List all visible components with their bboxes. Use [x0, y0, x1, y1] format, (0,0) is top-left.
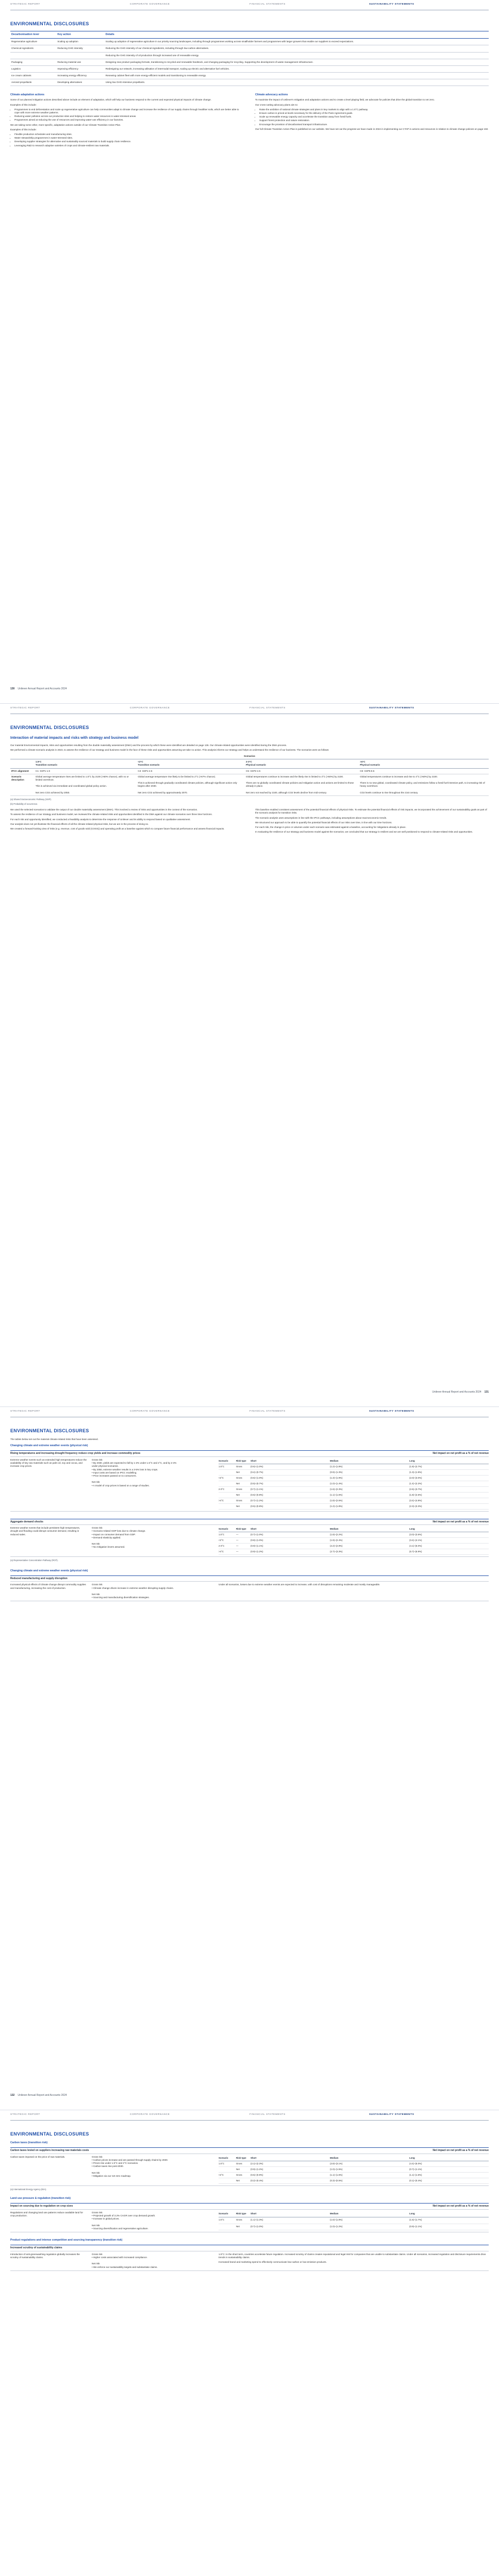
results-cell: 2-3°C	[219, 1487, 236, 1493]
results-cell: (0.9)–(1.1%)	[409, 2224, 489, 2230]
intro-text: The tables below set out the material climate-related risks that have been assessed.	[10, 1438, 98, 1441]
risk-outcome: 1.5°C: In the short term, countries accelerate future regulation. Increased scrutiny of claims creates reputational and legal risk for companies that are unable to substantiate claims. Under all scenarios, increased regulation and disclosure requirements drive trends in sustainability claims. Increased brand and marketing spend to effectively communicate low-carbon or low-emission products.	[219, 2252, 486, 2264]
results-cell: Net	[236, 1470, 251, 1476]
results-cell: Net	[236, 2224, 251, 2230]
results-header: Medium	[330, 1527, 409, 1532]
results-cell: Gross	[236, 2173, 251, 2178]
results-header: Medium	[330, 2211, 409, 2217]
paragraph: To assess the resilience of our strategy and business model, we reviewed the climate-related risks and opportunities identified in the DMA against our climate scenarios over three time horizons.	[10, 813, 212, 816]
results-cell: Gross	[236, 2161, 251, 2167]
risk-heading-1: Carbon taxes (transition risk)	[10, 2141, 48, 2145]
results-cell: 2-3°C	[219, 1544, 236, 1549]
nav-sustainability-statements[interactable]: SUSTAINABILITY STATEMENTS	[369, 707, 414, 710]
nav-strategic-report[interactable]: STRATEGIC REPORT	[10, 707, 40, 710]
results-cell: —	[236, 1544, 251, 1549]
paragraph: Some of our planned mitigation actions described above include an element of adaptation, which will help our business respond to the current and expected physical impacts of climate change.	[10, 98, 211, 101]
risk-assumptions: Gross risk • Carbon prices increase and are passed through supply chains by 2030. • Prices rise under 1.5°C and 2°C scenarios. • Carbon taxes rise post-2030. Net risk • Mitigation via our net zero roadmap.	[92, 2155, 168, 2178]
bullet-list	[255, 108, 489, 126]
risk-subheading-1: Rising temperatures and increasing drought frequency reduce crop yields and increase commodity prices Net impact on net profit as a % of net revenue	[10, 1450, 489, 1457]
paragraph: Our full Climate Transition Action Plan is published on our website. We have set out the progress we have made in 2024 in implementing our CTAP in actions and resources in relation to climate change policies on page 150.	[255, 127, 489, 130]
results-cell: (1.3)–(1.9%)	[330, 1476, 409, 1481]
results-cell: 1.5°C	[219, 1464, 236, 1470]
bullet-list	[10, 108, 244, 122]
results-cell: (1.6)–(1.8%)	[330, 2217, 409, 2224]
results-cell: (0.7)–(1.0%)	[251, 1532, 330, 1538]
results-cell: >4°C	[219, 1549, 236, 1555]
nav-financial-statements[interactable]: FINANCIAL STATEMENTS	[250, 2113, 286, 2116]
page-3	[0, 1406, 499, 2110]
table-cell: Logistics	[10, 65, 56, 72]
nav-strategic-report[interactable]: STRATEGIC REPORT	[10, 3, 40, 6]
results-header: Medium	[330, 2156, 409, 2161]
risk-assumptions: Gross risk • Higher costs associated with increased compliance. Net risk • We enforce our sustainability targets and substantiate claims.	[92, 2252, 158, 2268]
table-cell: Developing alternatives	[56, 79, 104, 86]
section-title: ENVIRONMENTAL DISCLOSURES	[10, 725, 89, 730]
paragraph: In evaluating the resilience of our strategy and business model against the scenarios, we concluded that our strategy is resilient and we are well positioned to respond to climate-related risks and opportunities.	[255, 831, 473, 834]
results-table	[219, 1527, 489, 1555]
strategy-heading: Interaction of material impacts and risks with strategy and business model	[10, 736, 139, 740]
risk-subheading-2: Aggregate demand shocks Net impact on net profit as a % of net revenue	[10, 1519, 489, 1526]
list-item: • Programmes aimed at reducing the use of resources and improving water-use efficiency in our factories.	[14, 118, 244, 122]
paragraph: We used the selected scenarios to validate the output of our double materiality assessment (DMA). This involved a review of risks and opportunities in the context of the scenarios.	[10, 808, 198, 811]
risk-heading-3: Changing climate and extreme weather events (physical risk)	[10, 1569, 88, 1572]
risk-description: Regulations and changing land use patterns reduce available land for crop production.	[10, 2211, 83, 2217]
nav-strategic-report[interactable]: STRATEGIC REPORT	[10, 2113, 40, 2116]
risk-subheading-3: Increased scrutiny of sustainability claims	[10, 2245, 489, 2251]
results-cell: (0.2)–(0.4%)	[251, 2178, 330, 2184]
scenario-header-4: >4°C Physical scenario	[359, 759, 489, 768]
results-cell: 1.5°C	[219, 2161, 236, 2167]
results-cell: (1.8)–(2.6%)	[330, 1498, 409, 1504]
top-navigation	[10, 0, 489, 10]
nav-corporate-governance[interactable]: CORPORATE GOVERNANCE	[130, 3, 170, 6]
bullet-list	[10, 133, 244, 147]
results-header: Long	[409, 1459, 489, 1464]
paragraph: Our cross-cutting advocacy plans aim to:	[255, 103, 298, 106]
risk-description: Increased physical effects of climate change disrupt commodity supplies and manufacturing, increasing the cost of production.	[10, 1583, 86, 1589]
results-cell: Gross	[236, 1487, 251, 1493]
results-cell: —	[236, 1538, 251, 1544]
list-item: • Flexible production schedules and manufacturing sites.	[14, 133, 244, 136]
results-header: Long	[409, 1527, 489, 1532]
section-title: ENVIRONMENTAL DISCLOSURES	[10, 21, 89, 26]
results-cell: (0.9)–(1.1%)	[251, 1544, 330, 1549]
table-row	[10, 79, 489, 86]
advocacy-column	[255, 90, 489, 148]
page-4	[0, 2110, 499, 2576]
results-cell	[219, 1504, 236, 1510]
risk-description: Extreme weather events that include persistent high temperatures, drought and flooding could disrupt consumer demand, resulting in reduced sales.	[10, 1527, 80, 1536]
report-title: Unilever Annual Report and Accounts 2024	[18, 687, 67, 690]
results-cell: (1.8)–(2.7%)	[409, 1464, 489, 1470]
paragraph: We are taking some other, more specific, adaptation actions outside of our Climate Transition Action Plan.	[10, 123, 121, 126]
table-row	[10, 39, 489, 45]
results-header: Scenario	[219, 1459, 236, 1464]
paragraph: To maximise the impact of Unilever's mitigation and adaptation actions and to create a level playing field, we advocate for policies that drive the global transition to net zero.	[255, 98, 435, 101]
scenario-header-0	[10, 759, 35, 768]
report-title: Unilever Annual Report and Accounts 2024	[432, 1390, 481, 1394]
scenario-cell: Global average temperature rise likely to be limited to 2°C (>67% chance). This is achieved through gradually coordinated climate policies, although significant action only begins after 2030. Net zero CO2 achieved by approximately 2070.	[137, 774, 245, 795]
results-cell	[219, 1470, 236, 1476]
results-cell: (0.5)–(0.8%)	[251, 1493, 330, 1498]
table-cell: Packaging	[10, 59, 56, 65]
results-header: Short	[251, 2156, 330, 2161]
page-footer	[10, 686, 489, 692]
results-cell: (1.0)–(1.5%)	[330, 2167, 409, 2173]
table-cell: Reducing GHG intensity	[56, 45, 104, 52]
results-cell	[219, 2178, 236, 2184]
risk-subheading-1: Carbon taxes levied on suppliers increasing raw materials costs Net impact on net profit as a % of net revenue	[10, 2147, 489, 2154]
results-cell: (1.1)–(1.6%)	[330, 2173, 409, 2178]
results-cell: (1.2)–(1.8%)	[330, 1504, 409, 1510]
results-header: Long	[409, 2156, 489, 2161]
results-cell: (3.4)–(4.8%)	[409, 1498, 489, 1504]
paragraph: For each risk and opportunity identified, we conducted a feasibility analysis to determine the response of Unilever and its ability to respond based on qualitative assessment.	[10, 818, 191, 821]
scenario-cell: C5: SSP2-4.5	[245, 768, 359, 774]
scenario-cell: Global temperatures continue to increase and rise to 4°C (>50%) by 2100. There is no new global, coordinated climate policy, and emissions follow a fossil fuel-intensive path, to increasing risk of heavy overshoot. CO2 levels continue to rise throughout the 21st century.	[359, 774, 489, 795]
table-cell	[10, 52, 56, 59]
results-cell: (0.9)–(1.2%)	[251, 2167, 330, 2173]
list-item: • Programmes to end deforestation and scale up regenerative agriculture can help communities adapt to climate change and increase the resilience of our supply chains through healthier soils, which are better able to cope with more extreme weather patterns.	[14, 108, 244, 114]
results-header: Short	[251, 1527, 330, 1532]
results-cell	[219, 2224, 236, 2230]
results-cell: (2.6)–(3.7%)	[409, 1487, 489, 1493]
table-row	[10, 59, 489, 65]
risk-assumptions: Gross risk • Climate change drives increase in extreme weather disrupting supply chains. Net risk • Sourcing and manufacturing diversification strategies.	[92, 1583, 174, 1599]
paragraph: We created a forward-looking view of risks (e.g. revenue, cost of goods sold (COGS)) and operating profit as a baseline against which to compare future financial performance and assess financial impacts.	[10, 827, 225, 830]
nav-financial-statements[interactable]: FINANCIAL STATEMENTS	[250, 1410, 286, 1413]
list-item: • Leveraging R&D to research adaptive varieties of crops and climate-resilient raw materials.	[14, 144, 244, 147]
results-cell: (0.4)–(0.7%)	[251, 1470, 330, 1476]
advocacy-heading: Climate advocacy actions	[255, 93, 288, 97]
paragraph: (a) Shared Socioeconomic Pathway (SSP).	[10, 798, 52, 801]
results-cell: (1.5)–(1.7%)	[409, 2217, 489, 2224]
results-cell: (0.5)–(0.8%)	[251, 1504, 330, 1510]
results-cell: (1.2)–(1.8%)	[330, 1464, 409, 1470]
table-cell: Regenerative agriculture	[10, 39, 56, 45]
results-cell: Net	[236, 1493, 251, 1498]
results-header: Long	[409, 2211, 489, 2217]
results-cell: (1.0)–(1.2%)	[330, 2224, 409, 2230]
results-header: Risk type	[236, 2211, 251, 2217]
risk-block-2	[10, 1525, 489, 1557]
results-cell: (1.1)–(1.3%)	[251, 2217, 330, 2224]
list-item: • Encourage the provision of decarbonised transport infrastructure.	[259, 123, 489, 126]
results-header: Risk type	[236, 2156, 251, 2161]
table-cell: Chemical ingredients	[10, 45, 56, 52]
results-cell: 1.5°C	[219, 1532, 236, 1538]
table-cell	[56, 52, 104, 59]
page-number: 132	[10, 2093, 15, 2097]
scenario-header-3: 2-3°C Physical scenario	[245, 759, 359, 768]
section-title: ENVIRONMENTAL DISCLOSURES	[10, 1428, 89, 1433]
paragraph: (b) Probability of occurrence.	[10, 802, 38, 805]
results-cell: (2.2)–(2.8%)	[330, 1544, 409, 1549]
results-cell: (0.3)–(0.5%)	[330, 2178, 409, 2184]
results-cell: (2.0)–(3.0%)	[409, 1476, 489, 1481]
top-navigation	[10, 2110, 489, 2121]
risk-assumptions: Gross risk • Scenario-related GDP loss due to climate change. • Impact on consumer demand from GDP. • Demand elasticity applied. Net risk • No mitigation levers assumed.	[92, 1527, 146, 1549]
risk-block-1	[10, 2154, 489, 2186]
scenario-cell: IPCC alignment	[10, 768, 35, 774]
results-cell: (1.0)–(1.4%)	[330, 1481, 409, 1487]
results-cell: (2.8)–(3.1%)	[330, 2161, 409, 2167]
table-cell: Scaling up adoption	[56, 39, 104, 45]
results-cell: (0.6)–(1.0%)	[251, 1464, 330, 1470]
results-header: Scenario	[219, 2156, 236, 2161]
results-cell: (3.4)–(4.1%)	[409, 1538, 489, 1544]
results-cell: Gross	[236, 1464, 251, 1470]
table-header-2: Details	[105, 31, 489, 39]
page-number: 130	[10, 687, 15, 690]
nav-corporate-governance[interactable]: CORPORATE GOVERNANCE	[130, 707, 170, 710]
nav-financial-statements[interactable]: FINANCIAL STATEMENTS	[250, 3, 286, 6]
results-cell: (0.6)–(1.0%)	[251, 1476, 330, 1481]
results-table	[219, 1459, 489, 1509]
table-cell: Using low GHG-intensive propellants.	[105, 79, 489, 86]
scenario-header-2: <2°C Transition scenario	[137, 759, 245, 768]
top-navigation	[10, 1407, 489, 1417]
page-footer	[10, 1389, 489, 1395]
scenario-cell: Global average temperature rises are limited to 1.5°C by 2100 (>50% chance), with no or limited overshoot. This is achieved via immediate and coordinated global policy action. Net zero CO2 achieved by 2050.	[35, 774, 137, 795]
results-cell: (1.4)–(2.2%)	[409, 1481, 489, 1487]
scenario-row	[10, 774, 489, 795]
results-cell: (0.8)–(1.0%)	[251, 1538, 330, 1544]
risk-subheading-2: Impact on sourcing due to regulation on crop sizes Net impact on net profit as a % of net revenue	[10, 2203, 489, 2210]
list-item: • Support forest protection and nature restoration.	[259, 119, 489, 122]
results-cell: (0.5)–(0.9%)	[251, 2173, 330, 2178]
results-cell: (4.1)–(5.0%)	[409, 1544, 489, 1549]
results-cell: (4.4)–(5.0%)	[409, 2161, 489, 2167]
results-header: Short	[251, 1459, 330, 1464]
paragraph: The scenario analysis uses assumptions in line with the IPCC pathways, including assumptions about macroeconomic trends.	[255, 816, 387, 819]
table-header-1: Key action	[56, 31, 104, 39]
page-1	[0, 0, 499, 703]
results-cell: (2.7)–(3.3%)	[330, 1549, 409, 1555]
results-cell	[219, 2167, 236, 2173]
results-cell	[219, 1481, 236, 1487]
risk-block-2	[10, 2210, 489, 2232]
risk-assumptions: Gross risk • By 2030, yields are expected to fall by 1-2% under 1.5°C and 2°C, and by 2-4% under physical scenarios. • By 2050, extreme weather results in a 3-5% loss in key crops. • Input costs are based on IPCC modelling. • Price increases passed on to consumers. Net risk • A model of crop prices is based on a range of studies.	[92, 1459, 177, 1487]
results-cell: (1.9)–(2.4%)	[330, 1538, 409, 1544]
results-cell: (1.8)–(2.2%)	[330, 1532, 409, 1538]
results-cell	[219, 1493, 236, 1498]
risk-block-3	[10, 2251, 489, 2271]
table-cell: Aerosol propellants	[10, 79, 56, 86]
risk-heading-2: Land use pressure & regulation (transition risk)	[10, 2197, 71, 2200]
results-table	[219, 2156, 489, 2184]
paragraph: Our analysis does not yet illustrate the financial effects of all the climate-related physical risks, but we are in the process of doing so.	[10, 822, 149, 825]
results-cell: —	[236, 1549, 251, 1555]
results-cell: 1.5°C	[219, 2217, 236, 2224]
paragraph: We structured our approach to be able to quantify the potential financial effects of our risks over time, in line with our time horizons.	[255, 821, 392, 824]
table-cell: Renewing cabinet fleet with more energy-efficient models and transitioning to renewable energy.	[105, 73, 489, 79]
scenario-header-1: 1.5°C Transition scenario	[35, 759, 137, 768]
results-cell: (5.7)–(6.9%)	[409, 1549, 489, 1555]
results-header: Short	[251, 2211, 330, 2217]
list-item: • Scale up renewable energy capacity and accelerate the transition away from fossil fuels.	[259, 115, 489, 118]
results-header: Risk type	[236, 1527, 251, 1532]
scenario-cell: C3: SSP1-2.6	[137, 768, 245, 774]
results-table	[219, 2211, 489, 2230]
section-title: ENVIRONMENTAL DISCLOSURES	[10, 2131, 89, 2137]
page-footer	[10, 2092, 489, 2098]
report-title: Unilever Annual Report and Accounts 2024	[18, 2093, 67, 2097]
results-header: Scenario	[219, 1527, 236, 1532]
table-cell: Redesigning our network, increasing utilisation of intermodal transport, scaling up electric and alternative fuel vehicles.	[105, 65, 489, 72]
risk-description: Extreme weather events such as extended high temperatures reduce the availability of key raw materials such as palm oil, soy and cocoa, and increase crop prices.	[10, 1459, 87, 1468]
table-cell: Improving efficiency	[56, 65, 104, 72]
paragraph: For each risk, the change in price or volumes under each scenario was estimated against a baseline, accounting for mitigations already in place.	[255, 825, 406, 828]
risk-block-1	[10, 1457, 489, 1511]
risk-outcome: Under all scenarios, losses due to extreme weather events are expected to increase, with cost of disruptions remaining moderate and mostly manageable.	[219, 1583, 380, 1586]
table-cell: Scaling up adoption of regenerative agriculture in our priority sourcing landscapes, including through programmes working across smallholder farmers and programmes with larger growers that enable our suppliers to exceed expectations.	[105, 39, 489, 45]
results-cell: (0.9)–(1.2%)	[251, 1549, 330, 1555]
table-cell: Reducing the GHG intensity of our chemical ingredients, including through low-carbon alternatives.	[105, 45, 489, 52]
results-cell: <2°C	[219, 2173, 236, 2178]
paragraph: This baseline enabled consistent assessment of the potential financial effects of physical risks. To estimate the potential financial effects of risk impacts, we incorporated the achievement of our sustainability goals as part of the scenario analysis for transition risks.	[255, 808, 487, 815]
table-header-0: Decarbonisation lever	[10, 31, 56, 39]
results-header: Scenario	[219, 2211, 236, 2217]
risk-heading-3: Product regulations and intense competition and sourcing transparency (transition risk)	[10, 2239, 123, 2242]
results-cell: (1.1)–(1.6%)	[330, 1493, 409, 1498]
table-cell: Designing new product packaging formats, transitioning to recycled and renewable feedstock, and changing packaging for recycling. Supporting the development of waste management infrastructure.	[105, 59, 489, 65]
risk-heading-1: Changing climate and extreme weather events (physical risk)	[10, 1444, 88, 1448]
risk-description: Introduction of anti-greenwashing regulation globally increases the scrutiny of sustainability claims.	[10, 2252, 80, 2259]
results-cell: —	[236, 1532, 251, 1538]
results-cell: (2.3)–(3.3%)	[409, 1504, 489, 1510]
nav-financial-statements[interactable]: FINANCIAL STATEMENTS	[250, 707, 286, 710]
scenario-cell: Scenario description	[10, 774, 35, 795]
list-item: • Water stewardship programmes in water-stressed sites.	[14, 137, 244, 140]
paragraph: Examples of this include:	[10, 103, 37, 106]
nav-sustainability-statements[interactable]: SUSTAINABILITY STATEMENTS	[369, 3, 414, 6]
results-cell: (0.7)–(1.0%)	[251, 2224, 330, 2230]
table-cell: Increasing energy efficiency	[56, 73, 104, 79]
results-cell: (3.0)–(3.6%)	[409, 1532, 489, 1538]
results-cell: (1.3)–(1.9%)	[409, 1470, 489, 1476]
scenario-row	[10, 768, 489, 774]
page-number: 131	[484, 1390, 489, 1394]
results-cell: (2.1)–(2.3%)	[251, 2161, 330, 2167]
left-column	[10, 808, 244, 835]
results-header: Risk type	[236, 1459, 251, 1464]
adaptation-heading: Climate adaptation actions	[10, 93, 45, 97]
decarbonisation-levers-table	[10, 31, 489, 86]
scenario-table	[10, 759, 489, 796]
top-navigation	[10, 704, 489, 714]
results-cell: (0.7)–(1.1%)	[251, 1487, 330, 1493]
results-cell: (1.8)–(2.6%)	[409, 1493, 489, 1498]
right-column	[255, 808, 489, 835]
risk-subheading-3: Reduced manufacturing and supply disruption	[10, 1575, 489, 1582]
intro-text: Our material Environmental impacts, risks and opportunities resulting from the double materiality assessment (DMA) and the process by which these were identified are detailed on page 136. Our climate-related opportunities were identified during the DMA process.	[10, 743, 287, 747]
scenario-cell: C1: SSP1-1.9	[35, 768, 137, 774]
list-item: • Developing supplier strategies for alternative and sustainably sourced materials to build supply chain resilience.	[14, 140, 244, 143]
table-cell: Ice cream cabinets	[10, 73, 56, 79]
table-cell: Reducing material use	[56, 59, 104, 65]
table-row	[10, 45, 489, 52]
paragraph: Examples of this include:	[10, 128, 37, 131]
results-cell: <2°C	[219, 1538, 236, 1544]
scenario-cell: Global temperatures continue to increase and the likely rise is limited to 3°C (>50%) by 2100. There are no globally coordinated climate policies and mitigation action and actions are limited to those already in place. Net zero not reached by 2100, although CO2 levels decline from mid-century.	[245, 774, 359, 795]
table-cell: Reducing the GHG intensity of oil production through increased use of renewable energy.	[105, 52, 489, 59]
results-cell: (0.5)–(0.7%)	[251, 1481, 330, 1487]
results-cell: Net	[236, 2178, 251, 2184]
nav-sustainability-statements[interactable]: SUSTAINABILITY STATEMENTS	[369, 1410, 414, 1413]
results-header: Medium	[330, 1459, 409, 1464]
table-row	[10, 52, 489, 59]
list-item: • Raise the ambition of national climate strategies and plans in key markets to align with a 1.5°C pathway.	[259, 108, 489, 111]
results-cell: (1.1)–(1.6%)	[409, 2173, 489, 2178]
results-cell: (0.9)–(1.3%)	[330, 1470, 409, 1476]
table-row	[10, 73, 489, 79]
adaptation-column	[10, 90, 244, 148]
results-cell: Gross	[236, 1498, 251, 1504]
risk-description: Carbon taxes imposed on the price of raw materials.	[10, 2155, 65, 2158]
results-cell: (0.1)–(0.4%)	[409, 2178, 489, 2184]
table-row	[10, 65, 489, 72]
results-cell: Net	[236, 1481, 251, 1487]
nav-corporate-governance[interactable]: CORPORATE GOVERNANCE	[130, 2113, 170, 2116]
intro-text-2: We performed a climate scenario analysis in 2023, to assess the resilience of our strategy and business model in the face of these risks and opportunities assuming we take no action. This analysis informs our strategy and helps us understand the resilience of our business. The scenarios were as follows:	[10, 748, 329, 751]
results-cell: (0.7)–(1.2%)	[251, 1498, 330, 1504]
results-cell: Gross	[236, 2217, 251, 2224]
risk-block-3	[10, 1582, 489, 1601]
list-item: • Ensure carbon is priced at levels necessary for the delivery of the Paris Agreement goals.	[259, 112, 489, 115]
list-item: • Reducing water pollution across our production sites and helping to restore water resources in water-stressed areas.	[14, 115, 244, 118]
nav-sustainability-statements[interactable]: SUSTAINABILITY STATEMENTS	[369, 2113, 414, 2116]
results-cell: (1.6)–(2.3%)	[330, 1487, 409, 1493]
results-cell: >4°C	[219, 1498, 236, 1504]
results-cell: Net	[236, 2167, 251, 2173]
nav-corporate-governance[interactable]: CORPORATE GOVERNANCE	[130, 1410, 170, 1413]
risk-assumptions: Gross risk • Projected growth of 3.2% CAGR over crop demand growth. • Increase in global prices. Net risk • Sourcing diversification and regenerative agriculture.	[92, 2211, 156, 2230]
results-cell: Gross	[236, 1476, 251, 1481]
scenario-cell: C8: SSP5-8.5	[359, 768, 489, 774]
page-2	[0, 703, 499, 1406]
footnote: (a) Representative Concentration Pathway (RCP).	[10, 1558, 58, 1562]
nav-strategic-report[interactable]: STRATEGIC REPORT	[10, 1410, 40, 1413]
results-cell: <2°C	[219, 1476, 236, 1481]
results-cell: (0.7)–(1.1%)	[409, 2167, 489, 2173]
results-cell: Net	[236, 1504, 251, 1510]
footnote: (a) International Energy Agency (IEA).	[10, 2188, 47, 2191]
scenarios-label: Scenarios	[10, 755, 489, 759]
